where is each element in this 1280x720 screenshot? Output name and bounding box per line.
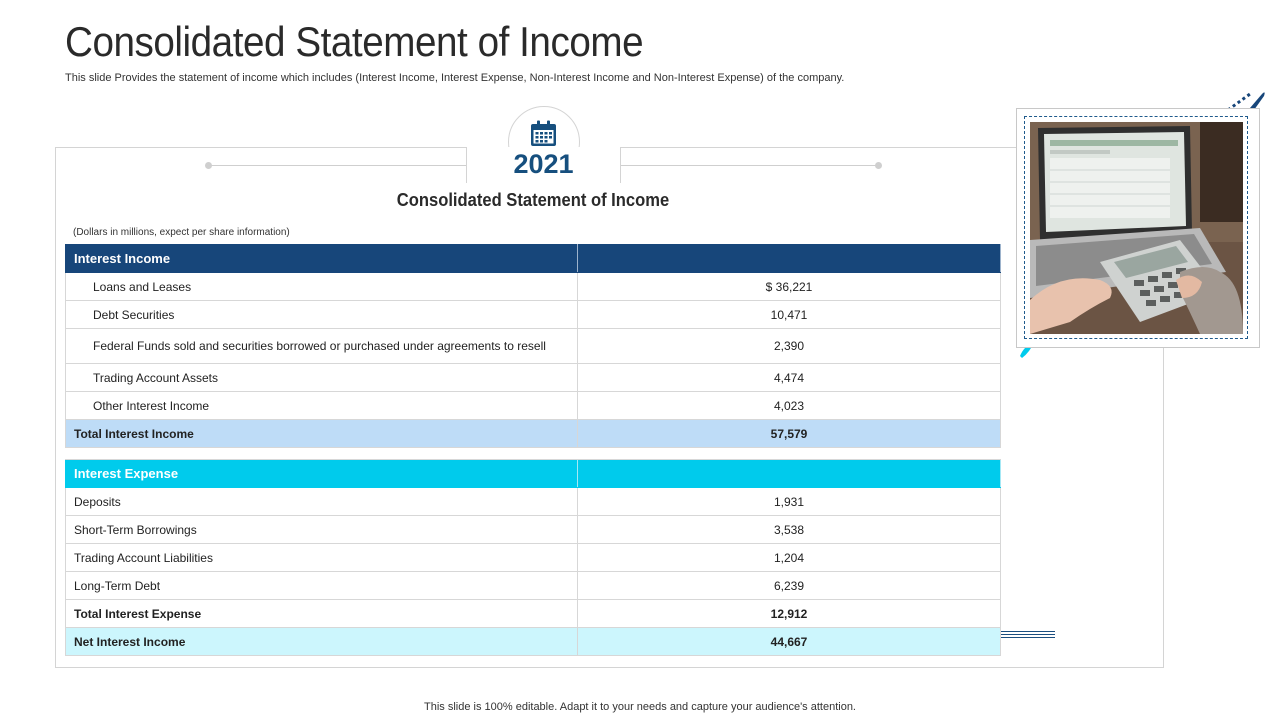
year-label: 2021 bbox=[513, 149, 574, 179]
table-row bbox=[66, 488, 1001, 516]
net-interest-income-label: Net Interest Income bbox=[66, 628, 578, 656]
row-value: 2,390 bbox=[578, 329, 1001, 364]
row-label: Long-Term Debt bbox=[66, 572, 578, 600]
spacer-row bbox=[66, 448, 1001, 460]
table-title: Consolidated Statement of Income bbox=[396, 190, 670, 210]
income-statement-table bbox=[65, 244, 1001, 656]
timeline-line-left bbox=[208, 165, 466, 166]
row-label: Trading Account Liabilities bbox=[66, 544, 578, 572]
row-label: Deposits bbox=[66, 488, 578, 516]
table-row bbox=[66, 301, 1001, 329]
table-row bbox=[66, 273, 1001, 301]
spacer-cell bbox=[66, 448, 578, 460]
row-value: 4,023 bbox=[578, 392, 1001, 420]
table-row bbox=[66, 544, 1001, 572]
timeline-dot-right bbox=[875, 162, 882, 169]
row-value: 1,931 bbox=[578, 488, 1001, 516]
timeline-line-right bbox=[621, 165, 878, 166]
net-interest-income-value: 44,667 bbox=[578, 628, 1001, 656]
table-row bbox=[66, 572, 1001, 600]
total-interest-income-label: Total Interest Income bbox=[66, 420, 578, 448]
interest-income-header-row bbox=[66, 245, 1001, 273]
total-interest-income-row bbox=[66, 420, 1001, 448]
row-label: Federal Funds sold and securities borrowed or purchased under agreements to resell bbox=[66, 329, 578, 364]
table-row bbox=[66, 392, 1001, 420]
laptop-calculator-photo bbox=[1030, 122, 1243, 334]
total-interest-expense-label: Total Interest Expense bbox=[66, 600, 578, 628]
calendar-icon bbox=[529, 119, 558, 148]
row-label: Loans and Leases bbox=[66, 273, 578, 301]
spacer-cell bbox=[578, 448, 1001, 460]
table-note: (Dollars in millions, expect per share information) bbox=[73, 227, 290, 238]
timeline-dot-left bbox=[205, 162, 212, 169]
row-value: 6,239 bbox=[578, 572, 1001, 600]
total-interest-expense-value: 12,912 bbox=[578, 600, 1001, 628]
row-value: 10,471 bbox=[578, 301, 1001, 329]
decorative-lines bbox=[1001, 631, 1055, 641]
table-row bbox=[66, 516, 1001, 544]
footer-text: This slide is 100% editable. Adapt it to your needs and capture your audience's attention. bbox=[424, 701, 856, 713]
table-row bbox=[66, 329, 1001, 364]
row-value: 4,474 bbox=[578, 364, 1001, 392]
interest-expense-header: Interest Expense bbox=[66, 460, 578, 488]
row-label: Debt Securities bbox=[66, 301, 578, 329]
table-row bbox=[66, 364, 1001, 392]
interest-expense-header-row bbox=[66, 460, 1001, 488]
page-title: Consolidated Statement of Income bbox=[65, 18, 644, 65]
row-value: $ 36,221 bbox=[578, 273, 1001, 301]
total-interest-income-value: 57,579 bbox=[578, 420, 1001, 448]
interest-income-header-blank bbox=[578, 245, 1001, 273]
row-value: 3,538 bbox=[578, 516, 1001, 544]
row-label: Short-Term Borrowings bbox=[66, 516, 578, 544]
row-label: Trading Account Assets bbox=[66, 364, 578, 392]
interest-income-header: Interest Income bbox=[66, 245, 578, 273]
row-value: 1,204 bbox=[578, 544, 1001, 572]
row-label: Other Interest Income bbox=[66, 392, 578, 420]
interest-expense-header-blank bbox=[578, 460, 1001, 488]
page-subtitle: This slide Provides the statement of income which includes (Interest Income, Interest Expense, Non-Interest Income and Non-Interest Expense) of the company. bbox=[65, 72, 845, 84]
total-interest-expense-row bbox=[66, 600, 1001, 628]
net-interest-income-row bbox=[66, 628, 1001, 656]
